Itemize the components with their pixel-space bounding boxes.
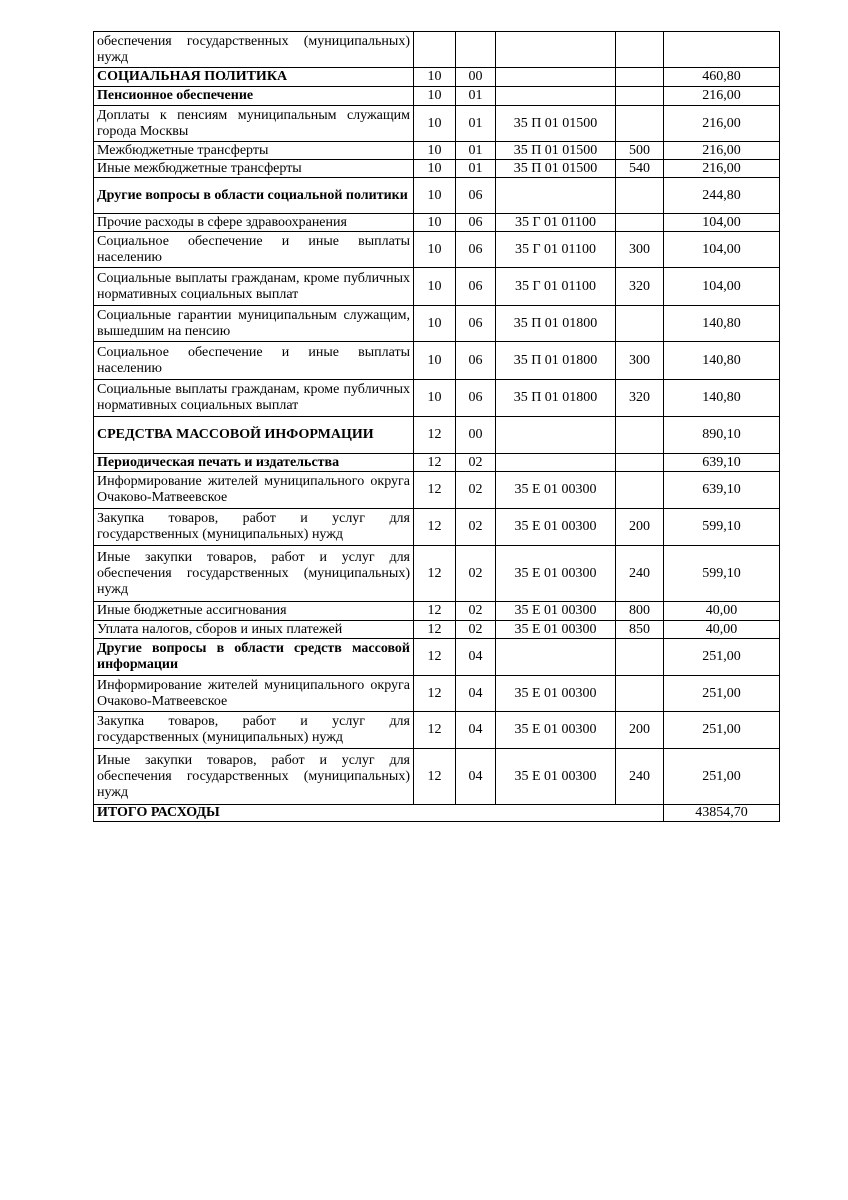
table-row [94,87,780,106]
total-row [94,805,780,822]
row-section-code: 12 [414,472,456,509]
row-expense-type [616,68,664,87]
row-target-article: 35 Е 01 00300 [496,546,616,602]
row-target-article [496,68,616,87]
row-target-article [496,417,616,454]
row-name: Пенсионное обеспечение [94,87,414,106]
row-amount: 251,00 [664,712,780,749]
row-expense-type: 320 [616,380,664,417]
row-amount: 244,80 [664,178,780,214]
row-amount: 890,10 [664,417,780,454]
table-row [94,32,780,68]
row-subsection-code: 02 [456,509,496,546]
row-subsection-code: 06 [456,232,496,268]
row-amount: 639,10 [664,472,780,509]
row-expense-type: 500 [616,142,664,160]
table-row [94,749,780,805]
row-amount: 216,00 [664,106,780,142]
total-label: ИТОГО РАСХОДЫ [94,805,664,822]
row-section-code: 12 [414,621,456,639]
row-subsection-code: 06 [456,306,496,342]
row-section-code: 10 [414,142,456,160]
row-name: Закупка товаров, работ и услуг для государственных (муниципальных) нужд [94,712,414,749]
row-target-article: 35 П 01 01500 [496,106,616,142]
row-expense-type [616,106,664,142]
row-name: Социальное обеспечение и иные выплаты населению [94,232,414,268]
row-amount: 104,00 [664,268,780,306]
row-name: Уплата налогов, сборов и иных платежей [94,621,414,639]
row-amount: 216,00 [664,87,780,106]
row-expense-type [616,87,664,106]
row-target-article [496,87,616,106]
row-subsection-code [456,32,496,68]
row-subsection-code: 04 [456,676,496,712]
row-expense-type: 850 [616,621,664,639]
table-row [94,160,780,178]
row-expense-type: 300 [616,232,664,268]
row-name: Информирование жителей муниципального округа Очаково-Матвеевское [94,676,414,712]
row-subsection-code: 00 [456,68,496,87]
row-section-code: 10 [414,380,456,417]
row-target-article [496,178,616,214]
row-expense-type [616,306,664,342]
row-target-article: 35 П 01 01800 [496,306,616,342]
row-subsection-code: 06 [456,380,496,417]
row-target-article: 35 Е 01 00300 [496,509,616,546]
row-target-article: 35 Е 01 00300 [496,676,616,712]
row-subsection-code: 01 [456,106,496,142]
row-subsection-code: 06 [456,214,496,232]
row-expense-type: 800 [616,602,664,621]
row-section-code: 12 [414,749,456,805]
row-section-code: 12 [414,639,456,676]
row-section-code: 10 [414,160,456,178]
row-amount: 599,10 [664,546,780,602]
row-name: Иные межбюджетные трансферты [94,160,414,178]
row-name: Иные бюджетные ассигнования [94,602,414,621]
row-amount: 251,00 [664,749,780,805]
table-row [94,68,780,87]
table-row [94,472,780,509]
row-subsection-code: 06 [456,342,496,380]
row-name: Межбюджетные трансферты [94,142,414,160]
row-expense-type: 320 [616,268,664,306]
row-name: Доплаты к пенсиям муниципальным служащим города Москвы [94,106,414,142]
row-subsection-code: 01 [456,160,496,178]
row-target-article: 35 Г 01 01100 [496,268,616,306]
row-name: СОЦИАЛЬНАЯ ПОЛИТИКА [94,68,414,87]
row-name: Периодическая печать и издательства [94,454,414,472]
row-amount: 40,00 [664,602,780,621]
table-row [94,306,780,342]
row-subsection-code: 02 [456,454,496,472]
table-row [94,232,780,268]
row-amount: 104,00 [664,232,780,268]
row-section-code: 12 [414,509,456,546]
row-name: Прочие расходы в сфере здравоохранения [94,214,414,232]
table-row [94,602,780,621]
table-row [94,178,780,214]
row-amount: 599,10 [664,509,780,546]
row-expense-type: 300 [616,342,664,380]
row-section-code: 10 [414,178,456,214]
row-name: Другие вопросы в области социальной политики [94,178,414,214]
table-row [94,676,780,712]
row-name: Иные закупки товаров, работ и услуг для обеспечения государственных (муниципальных) нужд [94,546,414,602]
row-amount: 140,80 [664,342,780,380]
row-section-code: 10 [414,214,456,232]
row-expense-type [616,676,664,712]
table-row [94,712,780,749]
row-amount: 140,80 [664,380,780,417]
row-section-code [414,32,456,68]
row-target-article: 35 Е 01 00300 [496,712,616,749]
row-subsection-code: 00 [456,417,496,454]
row-section-code: 10 [414,68,456,87]
row-subsection-code: 02 [456,546,496,602]
row-amount: 251,00 [664,676,780,712]
row-name: СРЕДСТВА МАССОВОЙ ИНФОРМАЦИИ [94,417,414,454]
row-amount: 251,00 [664,639,780,676]
row-amount: 460,80 [664,68,780,87]
row-subsection-code: 04 [456,712,496,749]
row-name: Информирование жителей муниципального округа Очаково-Матвеевское [94,472,414,509]
row-expense-type: 540 [616,160,664,178]
row-target-article: 35 Е 01 00300 [496,621,616,639]
row-target-article: 35 П 01 01800 [496,380,616,417]
row-target-article: 35 Г 01 01100 [496,232,616,268]
row-section-code: 12 [414,602,456,621]
row-expense-type [616,32,664,68]
row-target-article: 35 Е 01 00300 [496,749,616,805]
row-section-code: 10 [414,232,456,268]
table-row [94,621,780,639]
row-expense-type [616,214,664,232]
row-target-article [496,32,616,68]
row-amount: 216,00 [664,142,780,160]
row-target-article: 35 Е 01 00300 [496,602,616,621]
row-section-code: 12 [414,546,456,602]
table-row [94,417,780,454]
table-row [94,454,780,472]
table-row [94,142,780,160]
row-expense-type [616,454,664,472]
table-row [94,546,780,602]
row-target-article: 35 П 01 01500 [496,160,616,178]
row-section-code: 10 [414,106,456,142]
row-target-article: 35 П 01 01800 [496,342,616,380]
row-subsection-code: 04 [456,749,496,805]
row-expense-type: 200 [616,712,664,749]
budget-expenditure-table [93,31,780,822]
row-section-code: 12 [414,454,456,472]
row-expense-type [616,178,664,214]
row-section-code: 12 [414,417,456,454]
row-name: Социальные выплаты гражданам, кроме публичных нормативных социальных выплат [94,380,414,417]
row-expense-type [616,472,664,509]
row-target-article [496,454,616,472]
row-section-code: 10 [414,306,456,342]
row-subsection-code: 06 [456,178,496,214]
row-subsection-code: 01 [456,87,496,106]
row-section-code: 10 [414,268,456,306]
row-section-code: 12 [414,676,456,712]
row-section-code: 10 [414,342,456,380]
row-expense-type [616,417,664,454]
table-row [94,342,780,380]
row-name: Закупка товаров, работ и услуг для государственных (муниципальных) нужд [94,509,414,546]
row-expense-type: 200 [616,509,664,546]
row-name: Социальные гарантии муниципальным служащим, вышедшим на пенсию [94,306,414,342]
table-row [94,268,780,306]
row-target-article: 35 Г 01 01100 [496,214,616,232]
row-expense-type: 240 [616,546,664,602]
row-amount [664,32,780,68]
row-amount: 639,10 [664,454,780,472]
table-row [94,106,780,142]
row-amount: 140,80 [664,306,780,342]
row-name: Социальное обеспечение и иные выплаты населению [94,342,414,380]
row-subsection-code: 06 [456,268,496,306]
row-name: обеспечения государственных (муниципальных) нужд [94,32,414,68]
row-amount: 40,00 [664,621,780,639]
row-subsection-code: 04 [456,639,496,676]
row-name: Другие вопросы в области средств массовой информации [94,639,414,676]
table-row [94,509,780,546]
row-subsection-code: 01 [456,142,496,160]
row-subsection-code: 02 [456,472,496,509]
row-expense-type [616,639,664,676]
table-row [94,639,780,676]
table-row [94,380,780,417]
row-section-code: 10 [414,87,456,106]
table-row [94,214,780,232]
total-sum: 43854,70 [664,805,780,822]
row-amount: 104,00 [664,214,780,232]
table-body [94,32,780,805]
row-name: Социальные выплаты гражданам, кроме публичных нормативных социальных выплат [94,268,414,306]
row-target-article: 35 Е 01 00300 [496,472,616,509]
row-expense-type: 240 [616,749,664,805]
row-name: Иные закупки товаров, работ и услуг для обеспечения государственных (муниципальных) нужд [94,749,414,805]
row-section-code: 12 [414,712,456,749]
row-subsection-code: 02 [456,621,496,639]
row-target-article [496,639,616,676]
row-subsection-code: 02 [456,602,496,621]
row-amount: 216,00 [664,160,780,178]
row-target-article: 35 П 01 01500 [496,142,616,160]
